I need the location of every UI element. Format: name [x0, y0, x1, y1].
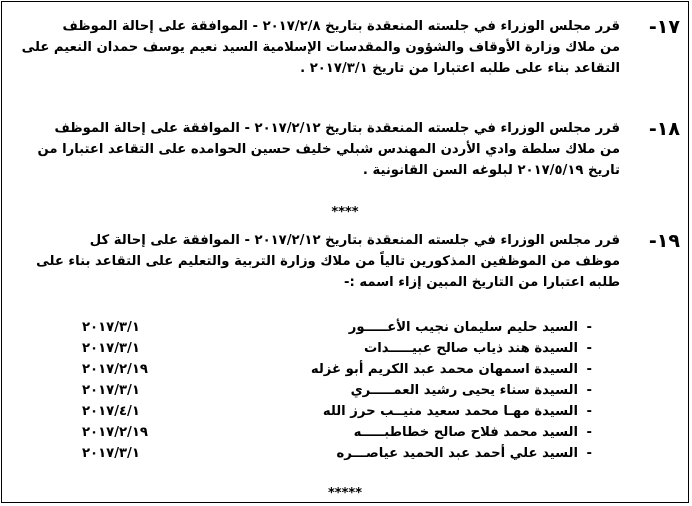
employee-name: السيدة هند ذياب صالح عبيـــــدات: [364, 341, 578, 356]
decision-text-line: موظف من الموظفين المذكورين تالياً من ملاك وزارة التربية والتعليم على التقاعد بناء على: [36, 254, 620, 269]
decision-text-line: طلبه اعتبارا من التاريخ المبين إزاء اسمه :-: [344, 275, 620, 290]
retirement-date: ٢٠١٧/٣/١: [82, 383, 140, 398]
employee-name: السيد علي أحمد عبد الحميد عياصـــره: [336, 446, 578, 461]
employee-name: السيدة سناء يحيى رشيد العمـــــري: [350, 383, 578, 398]
employee-name: السيدة اسمهان محمد عبد الكريم أبو غزله: [310, 362, 578, 377]
decision-text-line: من ملاك سلطة وادي الأردن المهندس شبلي خليف حسين الحوامده على التقاعد اعتبارا من: [37, 142, 620, 157]
decision-number: ١٨-: [648, 118, 680, 140]
retirement-date: ٢٠١٧/٣/١: [82, 341, 140, 356]
decision-19: [20, 230, 680, 293]
decision-17: [20, 16, 680, 79]
list-dash: -: [586, 383, 592, 398]
employee-row: [82, 362, 592, 383]
decision-text-line: قرر مجلس الوزراء في جلسته المنعقدة بتاريخ ٢٠١٧/٢/١٢ - الموافقة على إحالة الموظف: [54, 121, 620, 136]
employee-row: [82, 320, 592, 341]
retirement-date: ٢٠١٧/٣/١: [82, 320, 140, 335]
decision-text-line: قرر مجلس الوزراء في جلسته المنعقدة بتاريخ ٢٠١٧/٢/٨ - الموافقة على إحالة الموظف: [62, 19, 620, 34]
employee-row: [82, 341, 592, 362]
employee-name: السيد حليم سليمان نجيب الأعـــــور: [348, 320, 578, 335]
list-dash: -: [586, 341, 592, 356]
decision-number: ١٧-: [648, 16, 680, 38]
list-dash: -: [586, 404, 592, 419]
decision-text-line: تاريخ ٢٠١٧/٥/١٩ لبلوغه السن القانونية .: [362, 163, 620, 178]
decision-text-line: قرر مجلس الوزراء في جلسته المنعقدة بتاريخ ٢٠١٧/٢/١٢ - الموافقة على إحالة كل: [89, 233, 620, 248]
employee-row: [82, 404, 592, 425]
list-dash: -: [586, 362, 592, 377]
employee-row: [82, 446, 592, 467]
decision-text-line: التقاعد بناء على طلبه اعتبارا من تاريخ ٢٠١٧/٣/١ .: [300, 61, 620, 76]
employee-name: السيدة مهـا محمد سعيد منيــب حرز الله: [322, 404, 578, 419]
employee-row: [82, 425, 592, 446]
retirement-date: ٢٠١٧/٤/١: [82, 404, 140, 419]
employee-name: السيد محمد فلاح صالح خطاطبـــــه: [353, 425, 578, 440]
list-dash: -: [586, 425, 592, 440]
separator-stars: *****: [328, 486, 362, 501]
document-page: [1, 1, 689, 503]
employee-row: [82, 383, 592, 404]
decision-18: [20, 118, 680, 181]
retirement-date: ٢٠١٧/٣/١: [82, 446, 140, 461]
decision-number: ١٩-: [648, 230, 680, 252]
retirement-date: ٢٠١٧/٢/١٩: [82, 362, 148, 377]
decision-text-line: من ملاك وزارة الأوقاف والشؤون والمقدسات الإسلامية السيد نعيم يوسف حمدان النعيم على: [21, 40, 620, 55]
separator-stars: ****: [331, 205, 359, 220]
list-dash: -: [586, 320, 592, 335]
list-dash: -: [586, 446, 592, 461]
retirement-date: ٢٠١٧/٢/١٩: [82, 425, 148, 440]
